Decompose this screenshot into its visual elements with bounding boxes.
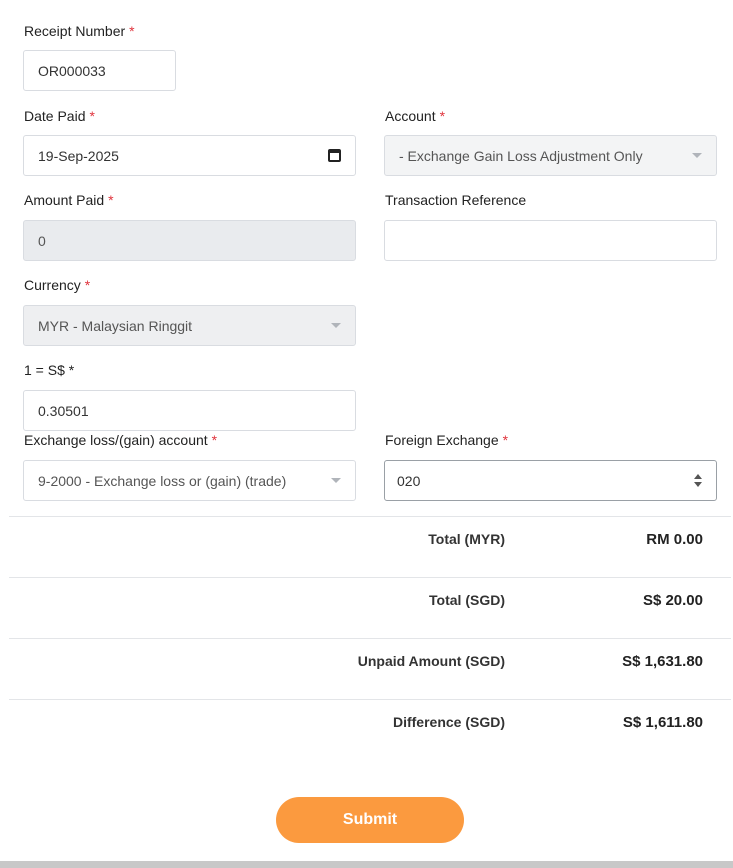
receipt-number-input[interactable] (23, 50, 176, 91)
summary-label: Total (SGD) (429, 592, 505, 608)
summary-value: S$ 1,631.80 (622, 653, 703, 670)
currency-label: Currency * (24, 277, 91, 293)
amount-paid-label: Amount Paid * (24, 192, 114, 208)
date-paid-label: Date Paid * (24, 108, 95, 124)
foreign-exchange-input[interactable] (384, 460, 717, 501)
account-select[interactable] (384, 135, 717, 176)
chevron-down-icon (692, 153, 702, 158)
summary-value: S$ 1,611.80 (622, 714, 703, 731)
rate-input[interactable] (23, 390, 356, 431)
summary-label: Unpaid Amount (SGD) (357, 653, 505, 669)
receipt-number-value: OR000033 (38, 62, 106, 79)
summary-value: RM 0.00 (646, 531, 703, 548)
transaction-reference-input[interactable] (384, 220, 717, 261)
rate-label: 1 = S$ * (24, 362, 75, 378)
date-paid-input[interactable] (23, 135, 356, 176)
chevron-down-icon (331, 478, 341, 483)
amount-paid-input[interactable] (23, 220, 356, 261)
summary-row-unpaid (9, 638, 731, 699)
transaction-reference-label: Transaction Reference (385, 192, 527, 208)
amount-paid-value: 0 (38, 232, 46, 249)
exchange-account-label: Exchange loss/(gain) account * (24, 432, 218, 448)
summary-row-total-myr (9, 516, 731, 577)
spinner-icon[interactable] (694, 474, 702, 487)
exchange-account-select[interactable] (23, 460, 356, 501)
account-value: - Exchange Gain Loss Adjustment Only (399, 147, 643, 164)
summary-row-difference (9, 699, 731, 760)
submit-button[interactable]: Submit (276, 797, 464, 843)
receipt-number-label: Receipt Number * (24, 23, 135, 39)
foreign-exchange-label: Foreign Exchange * (385, 432, 509, 448)
foreign-exchange-value: 020 (397, 472, 421, 489)
rate-value: 0.30501 (38, 402, 89, 419)
currency-select[interactable] (23, 305, 356, 346)
bottom-scrollbar[interactable] (0, 861, 733, 868)
summary-value: S$ 20.00 (642, 592, 703, 609)
summary-label: Difference (SGD) (392, 714, 505, 730)
summary-label: Total (MYR) (428, 531, 505, 547)
exchange-account-value: 9-2000 - Exchange loss or (gain) (trade) (38, 472, 287, 489)
calendar-icon[interactable] (328, 149, 341, 162)
account-label: Account * (385, 108, 446, 124)
summary-row-total-sgd (9, 577, 731, 638)
chevron-down-icon (331, 323, 341, 328)
date-paid-value: 19-Sep-2025 (38, 147, 119, 164)
currency-value: MYR - Malaysian Ringgit (38, 317, 193, 334)
